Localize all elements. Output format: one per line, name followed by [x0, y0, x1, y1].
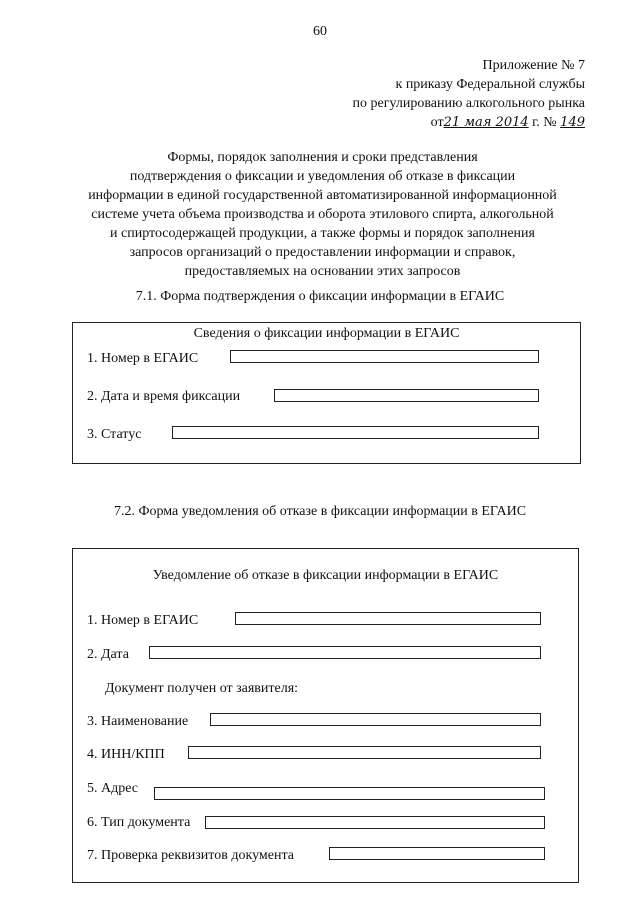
heading-line: подтверждения о фиксации и уведомления об отказе в фиксации	[129, 169, 516, 184]
appendix-date-line	[353, 113, 585, 132]
number-prefix: г. №	[532, 115, 557, 130]
document-type-field[interactable]	[205, 816, 545, 829]
name-field[interactable]	[210, 713, 541, 726]
heading-line: и спиртосодержащей продукции, а также формы и порядок заполнения	[110, 226, 535, 241]
field-label-status: 3. Статус	[87, 427, 142, 442]
appendix-title: Приложение № 7	[482, 58, 585, 73]
field-label-document-check: 7. Проверка реквизитов документа	[87, 848, 294, 863]
field-label-date: 2. Дата	[87, 647, 129, 662]
heading-line: запросов организаций о предоставлении информации и справок,	[129, 245, 516, 260]
handwritten-date: 21 мая 2014	[443, 115, 529, 130]
date-prefix: от	[430, 115, 444, 130]
confirmation-form	[72, 322, 581, 464]
field-label-address: 5. Адрес	[87, 781, 139, 796]
field-label-document-type: 6. Тип документа	[87, 815, 191, 830]
field-label-inn-kpp: 4. ИНН/КПП	[87, 747, 165, 762]
address-field[interactable]	[154, 787, 545, 800]
inn-kpp-field[interactable]	[188, 746, 541, 759]
appendix-order: к приказу Федеральной службы	[395, 77, 585, 92]
egais-number-field[interactable]	[230, 350, 539, 363]
field-label-egais-number: 1. Номер в ЕГАИС	[87, 351, 199, 366]
date-field[interactable]	[149, 646, 541, 659]
appendix-agency: по регулированию алкогольного рынка	[352, 96, 585, 111]
refusal-notice-form	[72, 548, 579, 883]
page-number: 60	[313, 24, 327, 39]
confirmation-form-title: Сведения о фиксации информации в ЕГАИС	[193, 326, 460, 341]
egais-number-field[interactable]	[235, 612, 541, 625]
status-field[interactable]	[172, 426, 539, 439]
heading-line: предоставляемых на основании этих запросов	[184, 264, 461, 279]
heading-line: системе учета объема производства и оборота этилового спирта, алкогольной	[91, 207, 554, 222]
field-label-egais-number: 1. Номер в ЕГАИС	[87, 613, 199, 628]
section-title-7-2: 7.2. Форма уведомления об отказе в фиксации информации в ЕГАИС	[113, 504, 527, 519]
fixation-datetime-field[interactable]	[274, 389, 539, 402]
applicant-subheading: Документ получен от заявителя:	[105, 681, 299, 696]
field-label-name: 3. Наименование	[87, 714, 189, 729]
heading-line: информации в единой государственной автоматизированной информационной	[88, 188, 557, 203]
heading-line: Формы, порядок заполнения и сроки представления	[167, 150, 478, 165]
appendix-header	[353, 56, 585, 132]
document-check-field[interactable]	[329, 847, 545, 860]
document-heading	[60, 148, 585, 281]
handwritten-number: 149	[560, 115, 585, 130]
refusal-notice-form-title: Уведомление об отказе в фиксации информации в ЕГАИС	[152, 568, 499, 583]
section-title-7-1: 7.1. Форма подтверждения о фиксации информации в ЕГАИС	[135, 289, 505, 304]
field-label-fixation-datetime: 2. Дата и время фиксации	[87, 389, 241, 404]
